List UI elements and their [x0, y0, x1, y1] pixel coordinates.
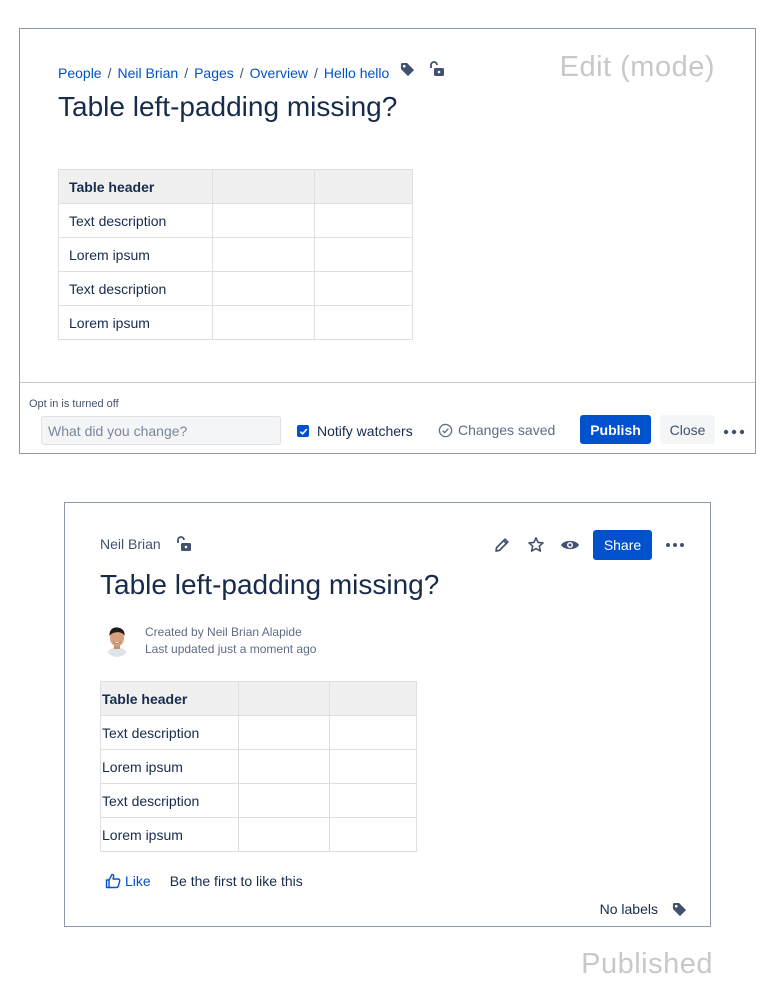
editor-footer [20, 382, 755, 453]
table-cell[interactable] [315, 306, 413, 340]
breadcrumb-separator: / [239, 65, 244, 81]
content-table [100, 681, 417, 852]
published-caption: Published [581, 948, 713, 980]
change-comment-input[interactable] [41, 416, 281, 445]
page-title[interactable]: Table left-padding missing? [58, 91, 398, 122]
table-cell: Text description [101, 784, 239, 818]
published-header [100, 533, 195, 555]
save-status [438, 422, 555, 438]
breadcrumb-separator: / [107, 65, 112, 81]
breadcrumb-overview[interactable]: Overview [249, 65, 309, 81]
table-cell [330, 784, 417, 818]
table-cell [239, 784, 330, 818]
last-updated: Last updated just a moment ago [145, 642, 317, 656]
table-header-row [59, 170, 413, 204]
watch-eye-icon[interactable] [559, 534, 581, 556]
table-cell[interactable] [213, 306, 315, 340]
close-button[interactable]: Close [660, 415, 715, 444]
table-cell[interactable]: Text description [59, 272, 213, 306]
breadcrumb-separator: / [184, 65, 189, 81]
table-row [101, 750, 417, 784]
breadcrumb-hello-hello[interactable]: Hello hello [323, 65, 390, 81]
breadcrumb [58, 65, 389, 81]
label-tag-icon[interactable] [668, 898, 690, 920]
table-row [59, 272, 413, 306]
table-cell [330, 818, 417, 852]
table-cell[interactable] [213, 272, 315, 306]
like-button[interactable] [105, 873, 151, 889]
space-author-link[interactable]: Neil Brian [100, 536, 161, 552]
notify-watchers-toggle[interactable] [297, 423, 413, 439]
table-cell[interactable] [315, 204, 413, 238]
table-header-cell[interactable]: Table header [59, 170, 213, 204]
table-cell[interactable] [315, 272, 413, 306]
like-row [105, 873, 303, 889]
labels-text: No labels [599, 901, 658, 917]
table-row [59, 204, 413, 238]
label-tag-icon[interactable] [396, 58, 418, 80]
like-label: Like [125, 873, 151, 889]
table-cell: Text description [101, 716, 239, 750]
edit-panel [19, 28, 756, 454]
byline-text [145, 624, 316, 658]
page-byline [103, 624, 316, 658]
avatar[interactable] [103, 625, 131, 657]
table-cell: Lorem ipsum [101, 818, 239, 852]
unlocked-restrictions-icon[interactable] [173, 533, 195, 555]
table-row [101, 784, 417, 818]
breadcrumb-people[interactable]: People [58, 65, 102, 81]
table-cell [239, 716, 330, 750]
page-title: Table left-padding missing? [100, 569, 440, 600]
labels-row [600, 898, 690, 920]
share-button[interactable]: Share [593, 530, 652, 560]
table-cell[interactable] [315, 238, 413, 272]
table-cell[interactable]: Lorem ipsum [59, 306, 213, 340]
table-row [59, 306, 413, 340]
table-header-cell [330, 682, 417, 716]
breadcrumb-neil-brian[interactable]: Neil Brian [117, 65, 179, 81]
table-cell [330, 750, 417, 784]
like-note: Be the first to like this [169, 873, 303, 889]
table-cell [239, 750, 330, 784]
table-cell: Lorem ipsum [101, 750, 239, 784]
breadcrumb-separator: / [314, 65, 318, 81]
table-cell[interactable] [213, 238, 315, 272]
page-meta-icons [396, 58, 448, 80]
mode-caption: Edit (mode) [559, 51, 715, 83]
notify-watchers-label: Notify watchers [317, 423, 413, 439]
table-row [101, 818, 417, 852]
table-cell[interactable] [213, 204, 315, 238]
table-cell[interactable]: Lorem ipsum [59, 238, 213, 272]
table-header-row [101, 682, 417, 716]
save-status-label: Changes saved [458, 422, 556, 438]
table-cell [330, 716, 417, 750]
table-header-cell[interactable] [213, 170, 315, 204]
table-header-cell: Table header [101, 682, 239, 716]
more-options-icon[interactable] [723, 421, 745, 443]
table-cell[interactable]: Text description [59, 204, 213, 238]
publish-button[interactable]: Publish [580, 415, 651, 444]
optin-status: Opt in is turned off [29, 398, 119, 410]
table-header-cell[interactable] [315, 170, 413, 204]
table-row [59, 238, 413, 272]
edit-pencil-icon[interactable] [491, 534, 513, 556]
table-header-cell [239, 682, 330, 716]
notify-watchers-checkbox[interactable] [297, 425, 309, 437]
check-circle-icon [438, 423, 453, 438]
thumbs-up-icon [105, 873, 121, 889]
table-cell [239, 818, 330, 852]
created-by: Created by Neil Brian Alapide [145, 625, 302, 639]
page-actions [491, 530, 686, 560]
published-panel [64, 502, 711, 927]
content-table[interactable] [58, 169, 413, 340]
unlocked-restrictions-icon[interactable] [426, 58, 448, 80]
breadcrumb-pages[interactable]: Pages [194, 65, 234, 81]
more-options-icon[interactable] [664, 534, 686, 556]
star-icon[interactable] [525, 534, 547, 556]
table-row [101, 716, 417, 750]
